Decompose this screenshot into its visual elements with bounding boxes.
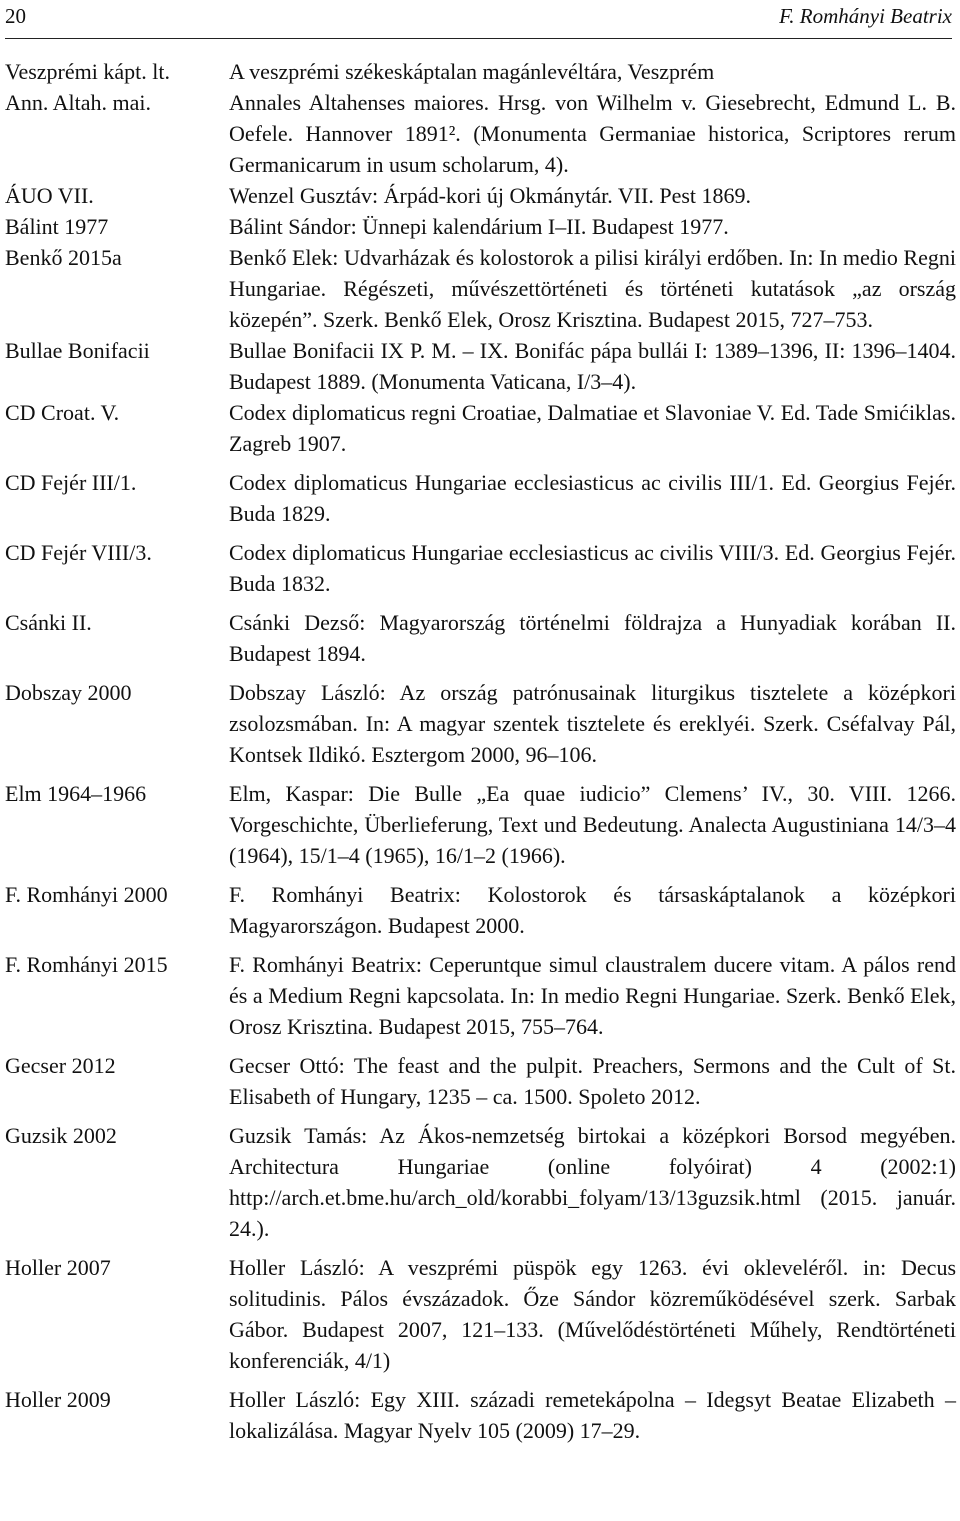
bibliography-entry	[5, 242, 956, 335]
bibliography-entry	[5, 607, 956, 669]
bibliography-entry	[5, 537, 956, 599]
entry-reference: Csánki Dezső: Magyarország történelmi földrajza a Hunyadiak korában II. Budapest 1894.	[229, 610, 956, 666]
entry-abbreviation: CD Fejér III/1.	[5, 470, 137, 495]
entry-reference: Wenzel Gusztáv: Árpád-kori új Okmánytár. VII. Pest 1869.	[229, 183, 752, 208]
entry-reference: Bullae Bonifacii IX P. M. – IX. Bonifác pápa bullái I: 1389–1396, II: 1396–1404. Budapest 1889. (Monumenta Vaticana, I/3–4).	[229, 338, 956, 394]
entry-abbreviation: F. Romhányi 2000	[5, 882, 168, 907]
entry-reference: Codex diplomaticus Hungariae ecclesiasticus ac civilis III/1. Ed. Georgius Fejér. Buda 1829.	[229, 470, 956, 526]
entry-abbreviation: Gecser 2012	[5, 1053, 116, 1078]
entry-abbreviation: Ann. Altah. mai.	[5, 90, 152, 115]
bibliography-entry	[5, 1120, 956, 1244]
entry-reference: Codex diplomaticus regni Croatiae, Dalmatiae et Slavoniae V. Ed. Tade Smićiklas. Zagreb 1907.	[229, 400, 956, 456]
entry-abbreviation: ÁUO VII.	[5, 183, 94, 208]
entry-abbreviation: CD Fejér VIII/3.	[5, 540, 152, 565]
entry-abbreviation: Dobszay 2000	[5, 680, 132, 705]
entry-abbreviation: F. Romhányi 2015	[5, 952, 168, 977]
entry-abbreviation: CD Croat. V.	[5, 400, 120, 425]
bibliography-entry	[5, 56, 956, 87]
entry-reference: Bálint Sándor: Ünnepi kalendárium I–II. Budapest 1977.	[229, 214, 729, 239]
bibliography-entry	[5, 211, 956, 242]
bibliography-entry	[5, 778, 956, 871]
entry-abbreviation: Guzsik 2002	[5, 1123, 117, 1148]
running-header	[5, 0, 952, 39]
entry-reference: F. Romhányi Beatrix: Kolostorok és társaskáptalanok a középkori Magyarországon. Budapest 2000.	[229, 882, 956, 938]
bibliography-entry	[5, 335, 956, 397]
bibliography-entry	[5, 1384, 956, 1446]
bibliography-entry	[5, 949, 956, 1042]
entry-reference: Benkő Elek: Udvarházak és kolostorok a pilisi királyi erdőben. In: In medio Regni Hungariae. Régészeti, művészettörténeti és történeti kutatások „az ország közepén”. Szerk. Benkő Elek, Orosz Krisztina. Budapest 2015, 727–753.	[229, 245, 956, 332]
entry-reference: A veszprémi székeskáptalan magánlevéltára, Veszprém	[229, 59, 715, 84]
bibliography-entry	[5, 879, 956, 941]
bibliography-entry	[5, 180, 956, 211]
bibliography-entry	[5, 397, 956, 459]
running-author: F. Romhányi Beatrix	[779, 4, 952, 28]
bibliography-list	[5, 56, 956, 1454]
entry-abbreviation: Bálint 1977	[5, 214, 109, 239]
entry-abbreviation: Veszprémi kápt. lt.	[5, 59, 170, 84]
bibliography-entry	[5, 467, 956, 529]
entry-abbreviation: Bullae Bonifacii	[5, 338, 150, 363]
bibliography-entry	[5, 677, 956, 770]
entry-reference: Annales Altahenses maiores. Hrsg. von Wilhelm v. Giesebrecht, Edmund L. B. Oefele. Hannover 1891². (Monumenta Germaniae historica, Scriptores rerum Germanicarum in usum scholarum, 4).	[229, 90, 956, 177]
entry-abbreviation: Benkő 2015a	[5, 245, 122, 270]
bibliography-entry	[5, 1050, 956, 1112]
entry-reference: Dobszay László: Az ország patrónusainak liturgikus tisztelete a középkori zsolozsmában. In: A magyar szentek tisztelete és ereklyéi. Szerk. Cséfalvay Pál, Kontsek Ildikó. Esztergom 2000, 96–106.	[229, 680, 956, 767]
bibliography-entry	[5, 87, 956, 180]
entry-abbreviation: Elm 1964–1966	[5, 781, 147, 806]
entry-reference: Guzsik Tamás: Az Ákos-nemzetség birtokai a középkori Borsod megyében. Architectura Hungariae (online folyóirat) 4 (2002:1) http://arch.et.bme.hu/arch_old/korabbi_folyam/13/13guzsik.html (2015. január. 24.).	[229, 1123, 956, 1241]
entry-reference: Holler László: Egy XIII. századi remetekápolna – Idegsyt Beatae Elizabeth – lokalizálása. Magyar Nyelv 105 (2009) 17–29.	[229, 1387, 956, 1443]
entry-reference: Gecser Ottó: The feast and the pulpit. Preachers, Sermons and the Cult of St. Elisabeth of Hungary, 1235 – ca. 1500. Spoleto 2012.	[229, 1053, 956, 1109]
bibliography-entry	[5, 1252, 956, 1376]
entry-abbreviation: Holler 2007	[5, 1255, 111, 1280]
entry-reference: Holler László: A veszprémi püspök egy 1263. évi okleveléről. in: Decus solitudinis. Pálos évszázadok. Őze Sándor közreműködésével szerk. Sarbak Gábor. Budapest 2007, 121–133. (Művelődéstörténeti Műhely, Rendtörténeti konferenciák, 4/1)	[229, 1255, 956, 1373]
entry-reference: F. Romhányi Beatrix: Ceperuntque simul claustralem ducere vitam. A pálos rend és a Medium Regni kapcsolata. In: In medio Regni Hungariae. Szerk. Benkő Elek, Orosz Krisztina. Budapest 2015, 755–764.	[229, 952, 956, 1039]
entry-abbreviation: Holler 2009	[5, 1387, 111, 1412]
entry-reference: Codex diplomaticus Hungariae ecclesiasticus ac civilis VIII/3. Ed. Georgius Fejér. Buda 1832.	[229, 540, 956, 596]
entry-reference: Elm, Kaspar: Die Bulle „Ea quae iudicio” Clemens’ IV., 30. VIII. 1266. Vorgeschichte, Überlieferung, Text und Bedeutung. Analecta Augustiniana 14/3–4 (1964), 15/1–4 (1965), 16/1–2 (1966).	[229, 781, 956, 868]
entry-abbreviation: Csánki II.	[5, 610, 92, 635]
page-number: 20	[5, 4, 26, 28]
